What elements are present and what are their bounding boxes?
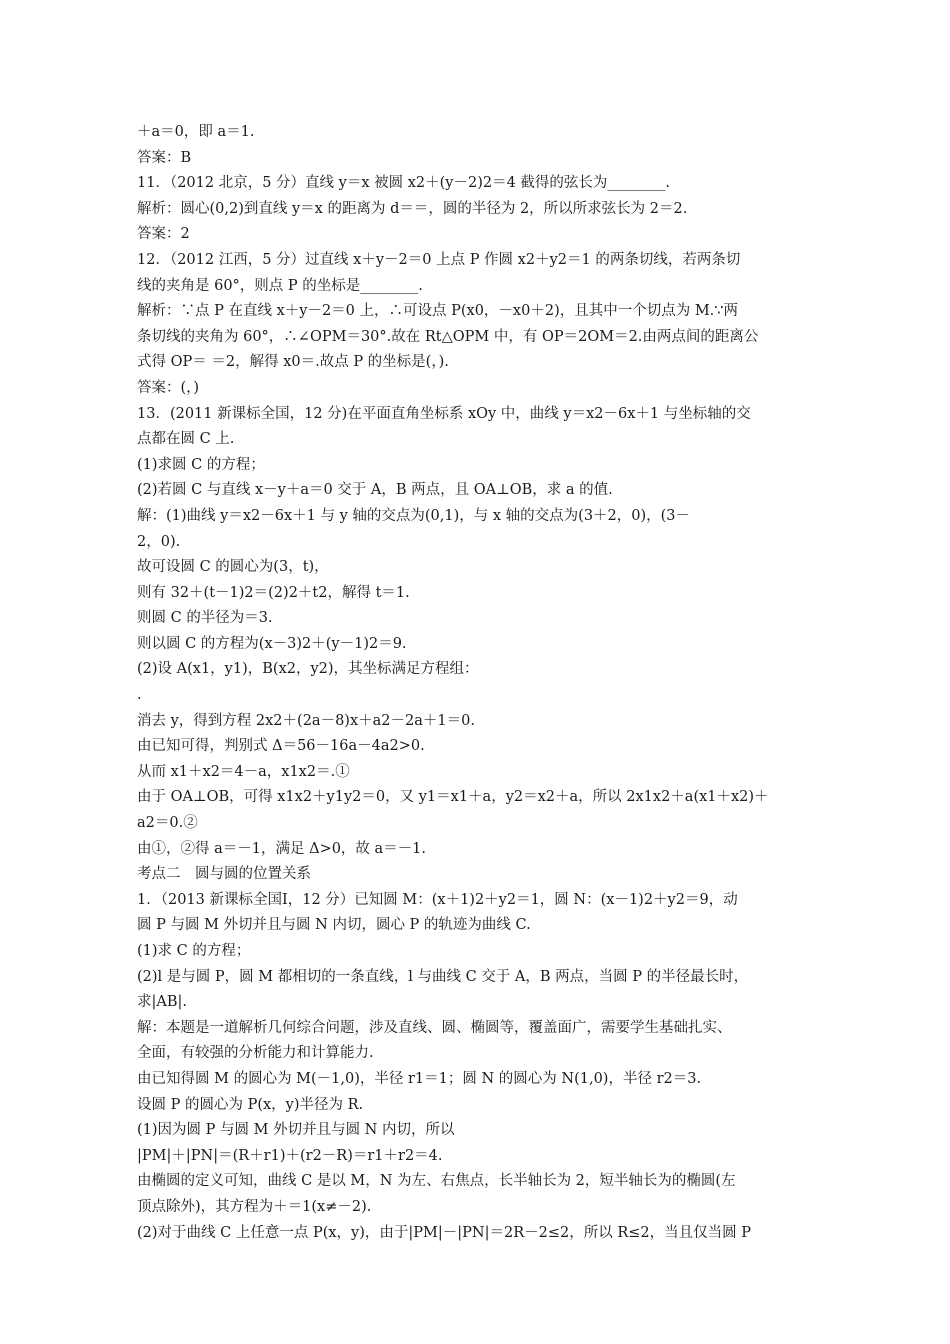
problem-12-statement: 线的夹角是 60°，则点 P 的坐标是________. [137, 277, 423, 294]
problem-13-solution: 由①，②得 a＝－1，满足 Δ>0，故 a＝－1. [137, 840, 427, 857]
problem-13-part-1: (1)求圆 C 的方程； [137, 456, 265, 473]
problem-13-statement: 13．(2011 新课标全国，12 分)在平面直角坐标系 xOy 中，曲线 y＝x2－6x＋1 与坐标轴的交 [137, 405, 751, 422]
problem-13-statement: 点都在圆 C 上. [137, 431, 235, 448]
problem-1-solution: 设圆 P 的圆心为 P(x，y)半径为 R. [137, 1096, 364, 1113]
problem-1-statement: 圆 P 与圆 M 外切并且与圆 N 内切，圆心 P 的轨迹为曲线 C. [137, 917, 531, 934]
problem-13-solution: a2＝0.② [137, 815, 198, 832]
problem-13-solution: 由于 OA⊥OB，可得 x1x2＋y1y2＝0，又 y1＝x1＋a，y2＝x2＋a，所以 2x1x2＋a(x1＋x2)＋ [137, 789, 769, 806]
text-line: ＋a＝0，即 a＝1. [137, 124, 255, 140]
answer-line: 答案：2 [137, 226, 190, 243]
problem-13-solution: 由已知可得，判别式 Δ＝56－16a－4a2>0. [137, 738, 425, 755]
problem-11-statement: 11．（2012 北京，5 分）直线 y＝x 被圆 x2＋(y－2)2＝4 截得的弦长为________. [137, 175, 671, 192]
problem-13-solution: (2)设 A(x1，y1)，B(x2，y2)，其坐标满足方程组： [137, 661, 479, 678]
problem-13-solution: 则圆 C 的半径为＝3. [137, 610, 273, 627]
problem-13-solution: 解：(1)曲线 y＝x2－6x＋1 与 y 轴的交点为(0,1)，与 x 轴的交点为(3＋2，0)，(3－ [137, 507, 691, 524]
problem-13-solution: 则以圆 C 的方程为(x－3)2＋(y－1)2＝9. [137, 635, 407, 652]
document-body [137, 120, 821, 1246]
problem-1-solution: |PM|＋|PN|＝(R＋r1)＋(r2－R)＝r1＋r2＝4. [137, 1147, 443, 1164]
problem-12-analysis: 式得 OP＝ ＝2，解得 x0＝.故点 P 的坐标是(，). [137, 354, 449, 371]
problem-1-solution: 顶点除外)，其方程为＋＝1(x≠－2). [137, 1198, 372, 1215]
problem-12-analysis: 条切线的夹角为 60°，∴∠OPM＝30°.故在 Rt△OPM 中，有 OP＝2OM＝2.由两点间的距离公 [137, 328, 759, 345]
problem-1-part-2: (2)l 是与圆 P，圆 M 都相切的一条直线，l 与曲线 C 交于 A，B 两点，当圆 P 的半径最长时， [137, 968, 749, 985]
problem-1-solution: 由椭圆的定义可知，曲线 C 是以 M，N 为左、右焦点，长半轴长为 2，短半轴长为的椭圆(左 [137, 1173, 736, 1190]
problem-1-solution: 解：本题是一道解析几何综合问题，涉及直线、圆、椭圆等，覆盖面广，需要学生基础扎实、 [137, 1019, 732, 1036]
problem-13-solution: 2，0). [137, 533, 181, 550]
problem-1-statement: 1．（2013 新课标全国Ⅰ，12 分）已知圆 M：(x＋1)2＋y2＝1，圆 N：(x－1)2＋y2＝9，动 [137, 891, 738, 908]
problem-11-analysis: 解析：圆心(0,2)到直线 y＝x 的距离为 d＝＝，圆的半径为 2，所以所求弦长为 2＝2. [137, 200, 688, 217]
problem-13-solution: . [137, 687, 142, 704]
section-heading: 考点二 圆与圆的位置关系 [137, 866, 311, 883]
answer-line: 答案：B [137, 149, 192, 166]
problem-1-part-1: (1)求 C 的方程； [137, 943, 251, 959]
problem-13-solution: 则有 32＋(t－1)2＝(2)2＋t2，解得 t＝1. [137, 584, 410, 601]
problem-12-analysis: 解析：∵点 P 在直线 x＋y－2＝0 上，∴可设点 P(x0，－x0＋2)，且其中一个切点为 M.∵两 [137, 303, 739, 320]
problem-1-solution: 由已知得圆 M 的圆心为 M(－1,0)，半径 r1＝1；圆 N 的圆心为 N(1,0)，半径 r2＝3. [137, 1070, 702, 1087]
problem-12-statement: 12．（2012 江西，5 分）过直线 x＋y－2＝0 上点 P 作圆 x2＋y2＝1 的两条切线，若两条切 [137, 251, 741, 268]
problem-1-solution: 全面，有较强的分析能力和计算能力. [137, 1045, 374, 1062]
problem-13-solution: 从而 x1＋x2＝4－a，x1x2＝.① [137, 763, 350, 780]
answer-line: 答案：(，) [137, 379, 200, 396]
problem-13-solution: 消去 y，得到方程 2x2＋(2a－8)x＋a2－2a＋1＝0. [137, 712, 475, 729]
problem-13-part-2: (2)若圆 C 与直线 x－y＋a＝0 交于 A，B 两点，且 OA⊥OB，求 a 的值. [137, 482, 613, 499]
problem-1-solution: (2)对于曲线 C 上任意一点 P(x，y)，由于|PM|－|PN|＝2R－2≤2，所以 R≤2，当且仅当圆 P [137, 1224, 751, 1241]
problem-1-solution: (1)因为圆 P 与圆 M 外切并且与圆 N 内切，所以 [137, 1122, 455, 1139]
problem-13-solution: 故可设圆 C 的圆心为(3，t)， [137, 559, 329, 576]
problem-1-part-2: 求|AB|. [137, 994, 188, 1011]
